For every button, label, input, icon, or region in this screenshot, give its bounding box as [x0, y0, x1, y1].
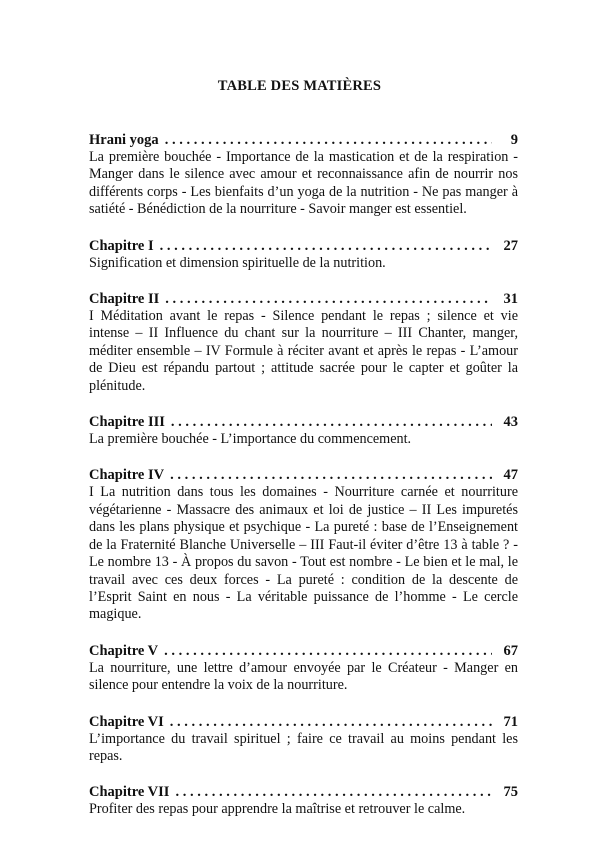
toc-entry-heading	[89, 413, 518, 431]
toc-entry-chapitre-6	[89, 713, 518, 766]
toc-entry-summary: Profiter des repas pour apprendre la maîtrise et retrouver le calme.	[89, 801, 466, 818]
dot-leader	[175, 783, 492, 801]
toc-entry-title: Chapitre VII	[89, 784, 170, 801]
toc-entry-chapitre-3	[89, 413, 518, 448]
toc-entry-page-number: 75	[503, 784, 518, 801]
toc-entry-summary: La première bouchée - Importance de la mastication et de la respiration - Manger dans le silence avec amour et reconnaissance afin de nourrir nos différents corps - Les bienfaits d’un yoga de la nutrition - Ne pas manger à satiété - Bénédiction de la nourriture - Savoir manger est essentiel.	[89, 149, 518, 218]
toc-entry-title: Chapitre VI	[89, 713, 164, 730]
toc-entry-summary: La première bouchée - L’importance du commencement.	[89, 431, 412, 448]
page-title: TABLE DES MATIÈRES	[217, 78, 382, 94]
toc-entry-hrani-yoga	[89, 131, 518, 219]
toc-entry-summary: I La nutrition dans tous les domaines - Nourriture carnée et nourriture végétarienne - Massacre des animaux et loi de justice – II Les impuretés dans les plans physique et psychique - La pureté : base de l’Enseignement de la Fraternité Blanche Universelle – III Faut-il éviter d’être 13 à table ? - Le nombre 13 - À propos du savon - Tout est nombre - Le bien et le mal, le travail avec ces deux forces - La pureté : condition de la descente de l’Esprit Saint en nous - La véritable puissance de l’homme - Le cercle magique.	[89, 484, 518, 623]
toc-entry-title: Chapitre V	[89, 642, 159, 659]
toc-entry-summary: I Méditation avant le repas - Silence pendant le repas ; silence et vie intense – II Influence du chant sur la nourriture – III Chanter, manger, méditer ensemble – IV Formule à réciter avant et après le repas - L’amour de Dieu est répandu partout ; attitude sacrée pour le capter et goûter la plénitude.	[89, 308, 518, 394]
dot-leader	[165, 290, 492, 308]
toc-entry-summary: Signification et dimension spirituelle de la nutrition.	[89, 254, 386, 271]
dot-leader	[170, 466, 492, 484]
dot-leader	[160, 237, 492, 255]
toc-entry-chapitre-1	[89, 237, 518, 272]
toc-entry-chapitre-5	[89, 642, 518, 695]
toc-entry-heading	[89, 237, 518, 255]
toc-entry-title: Hrani yoga	[89, 132, 159, 148]
toc-entry-heading	[89, 466, 518, 484]
dot-leader	[170, 713, 492, 731]
toc-entry-title: Chapitre III	[89, 414, 165, 431]
toc-entry-page-number: 31	[503, 291, 518, 308]
dot-leader	[165, 131, 492, 149]
toc-entry-summary: L’importance du travail spirituel ; faire ce travail au moins pendant les repas.	[89, 730, 518, 764]
toc-entry-title: Chapitre IV	[89, 467, 165, 484]
dot-leader	[164, 642, 492, 660]
toc-entry-page-number: 67	[503, 642, 518, 659]
toc-entry-heading	[89, 131, 518, 149]
toc-entry-heading	[89, 290, 518, 308]
toc-entry-title: Chapitre I	[89, 237, 154, 254]
toc-entry-page-number: 43	[503, 414, 518, 431]
dot-leader	[171, 413, 492, 431]
toc-entry-chapitre-4	[89, 466, 518, 623]
toc-entries	[89, 131, 518, 837]
toc-entry-heading	[89, 713, 518, 731]
toc-entry-chapitre-2	[89, 290, 518, 395]
toc-entry-heading	[89, 642, 518, 660]
toc-entry-chapitre-7	[89, 783, 518, 818]
toc-entry-page-number: 27	[503, 237, 518, 254]
toc-entry-page-number: 71	[503, 713, 518, 730]
toc-entry-page-number: 47	[503, 467, 518, 484]
toc-entry-summary: La nourriture, une lettre d’amour envoyée par le Créateur - Manger en silence pour entendre la voix de la nourriture.	[89, 659, 518, 694]
toc-entry-heading	[89, 783, 518, 801]
toc-entry-title: Chapitre II	[89, 291, 160, 308]
toc-entry-page-number: 9	[510, 132, 518, 148]
